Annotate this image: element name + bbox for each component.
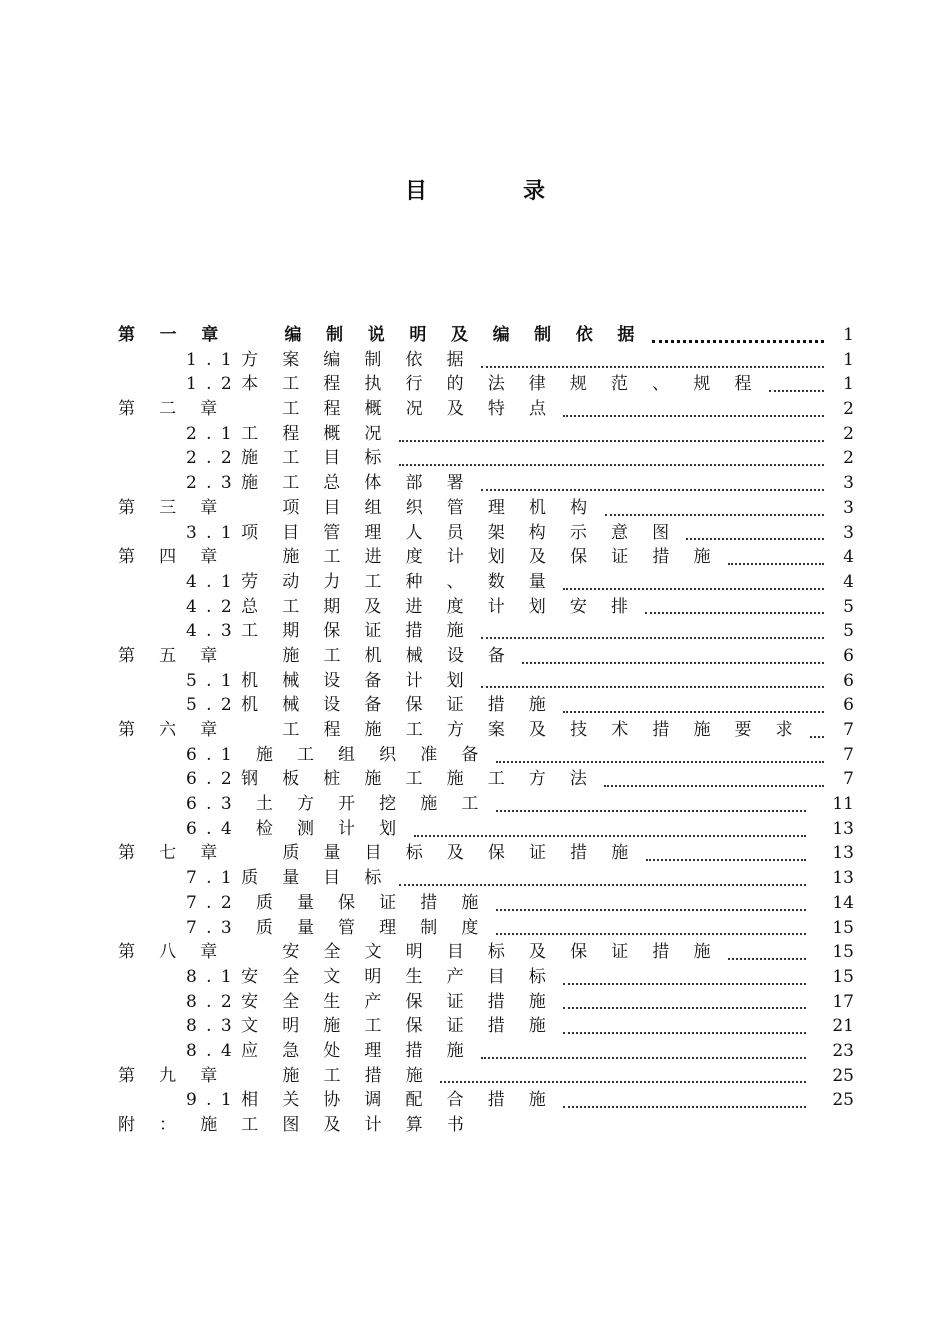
toc-entry-label: 第 五 章 施 工 机 械 设 备 — [118, 645, 515, 666]
dot-leader — [563, 982, 806, 985]
dot-leader — [481, 1056, 806, 1059]
toc-entry-label: 第 二 章 工 程 概 况 及 特 点 — [118, 399, 556, 420]
toc-section-entry[interactable] — [118, 990, 854, 1015]
dot-leader — [496, 908, 807, 911]
toc-page-number: 2 — [843, 448, 854, 469]
toc-entry-label: 第 八 章 安 全 文 明 目 标 及 保 证 措 施 — [118, 942, 720, 963]
toc-section-entry[interactable] — [118, 570, 854, 595]
toc-appendix-entry — [118, 1113, 854, 1138]
toc-page-number: 5 — [843, 596, 854, 617]
toc-section-entry[interactable] — [118, 1088, 854, 1113]
toc-section-entry[interactable] — [118, 446, 854, 471]
toc-page-number: 2 — [843, 399, 854, 420]
toc-entry-label: 2.2施 工 目 标 — [186, 448, 391, 469]
toc-section-entry[interactable] — [118, 521, 854, 546]
toc-section-entry[interactable] — [118, 965, 854, 990]
toc-chapter-entry[interactable] — [118, 841, 854, 866]
dot-leader — [440, 1080, 806, 1083]
toc-page-number: 13 — [832, 818, 854, 839]
toc-entry-label: 第 六 章 工 程 施 工 方 案 及 技 术 措 施 要 求 — [118, 720, 803, 740]
toc-section-entry[interactable] — [118, 422, 854, 447]
toc-page-number: 1 — [843, 349, 854, 370]
toc-entry-label: 4.2总 工 期 及 进 度 计 划 安 排 — [186, 596, 638, 617]
dot-leader — [728, 957, 807, 960]
toc-entry-label: 第 四 章 施 工 进 度 计 划 及 保 证 措 施 — [118, 547, 720, 568]
toc-section-entry[interactable] — [118, 792, 854, 817]
toc-page-number: 2 — [843, 423, 854, 444]
dot-leader — [563, 587, 824, 590]
toc-page-number: 17 — [832, 991, 854, 1012]
dot-leader — [496, 760, 824, 763]
toc-section-entry[interactable] — [118, 866, 854, 891]
toc-entry-label: 8.3文 明 施 工 保 证 措 施 — [186, 1016, 556, 1037]
dot-leader — [563, 1031, 806, 1034]
dot-leader — [399, 883, 807, 886]
toc-section-entry[interactable] — [118, 817, 854, 842]
toc-chapter-entry[interactable] — [118, 397, 854, 422]
toc-chapter-entry[interactable] — [118, 545, 854, 570]
toc-page-number: 6 — [843, 695, 854, 716]
toc-section-entry[interactable] — [118, 348, 854, 373]
toc-chapter-entry[interactable] — [118, 718, 854, 743]
toc-entry-label: 3.1项 目 管 理 人 员 架 构 示 意 图 — [186, 522, 679, 543]
toc-entry-label: 6.2钢 板 桩 施 工 施 工 方 法 — [186, 769, 597, 790]
toc-section-entry[interactable] — [118, 595, 854, 620]
toc-page-number: 6 — [843, 670, 854, 691]
toc-page-number: 7 — [843, 720, 854, 740]
toc-page-number: 4 — [843, 547, 854, 568]
title-char-left: 目 — [404, 178, 427, 204]
dot-leader — [481, 488, 824, 491]
dot-leader — [563, 710, 824, 713]
dot-leader — [522, 661, 824, 664]
toc-entry-label: 1.1方 案 编 制 依 据 — [186, 349, 473, 370]
toc-section-entry[interactable] — [118, 619, 854, 644]
toc-entry-label: 9.1相 关 协 调 配 合 措 施 — [186, 1090, 556, 1111]
toc-section-entry[interactable] — [118, 372, 854, 397]
toc-entry-label: 第 一 章 编 制 说 明 及 编 制 依 据 — [118, 325, 644, 345]
dot-leader — [652, 339, 824, 343]
page-title — [0, 174, 950, 205]
dot-leader — [399, 463, 824, 466]
toc-page-number: 3 — [843, 522, 854, 543]
toc-entry-label: 7.2 质 量 保 证 措 施 — [186, 892, 488, 913]
appendix-label: 附 ： 施 工 图 及 计 算 书 — [118, 1115, 474, 1135]
toc-page-number: 23 — [832, 1040, 854, 1061]
toc-page-number: 3 — [843, 497, 854, 518]
title-char-right: 录 — [523, 178, 546, 204]
dot-leader — [686, 537, 824, 540]
toc-page-number: 5 — [843, 621, 854, 642]
dot-leader — [481, 685, 824, 688]
toc-entry-label: 第 九 章 施 工 措 施 — [118, 1065, 433, 1086]
toc-section-entry[interactable] — [118, 693, 854, 718]
toc-chapter-entry[interactable] — [118, 940, 854, 965]
table-of-contents — [118, 323, 854, 1138]
toc-entry-label: 4.1劳 动 力 工 种 、 数 量 — [186, 571, 556, 592]
toc-section-entry[interactable] — [118, 891, 854, 916]
toc-page-number: 15 — [832, 942, 854, 963]
toc-page-number: 11 — [832, 794, 854, 815]
toc-page-number: 7 — [843, 744, 854, 765]
toc-page-number: 15 — [832, 966, 854, 987]
toc-page-number: 1 — [843, 374, 854, 395]
toc-chapter-entry[interactable] — [118, 1064, 854, 1089]
toc-entry-label: 8.2安 全 生 产 保 证 措 施 — [186, 991, 556, 1012]
toc-entry-label: 7.3 质 量 管 理 制 度 — [186, 917, 488, 938]
dot-leader — [481, 365, 824, 368]
toc-page-number: 25 — [832, 1065, 854, 1086]
toc-section-entry[interactable] — [118, 669, 854, 694]
toc-page-number: 7 — [843, 769, 854, 790]
toc-page-number: 13 — [832, 843, 854, 864]
toc-section-entry[interactable] — [118, 767, 854, 792]
dot-leader — [563, 1105, 806, 1108]
dot-leader — [563, 414, 824, 417]
toc-entry-label: 8.1安 全 文 明 生 产 目 标 — [186, 966, 556, 987]
toc-page-number: 3 — [843, 473, 854, 494]
toc-section-entry[interactable] — [118, 916, 854, 941]
toc-entry-label: 第 七 章 质 量 目 标 及 保 证 措 施 — [118, 843, 638, 864]
toc-page-number: 21 — [832, 1016, 854, 1037]
toc-entry-label: 第 三 章 项 目 组 织 管 理 机 构 — [118, 497, 597, 518]
toc-page-number: 1 — [843, 325, 854, 345]
toc-entry-label: 8.4应 急 处 理 措 施 — [186, 1040, 473, 1061]
toc-entry-label: 6.1 施 工 组 织 准 备 — [186, 744, 488, 765]
dot-leader — [605, 513, 825, 516]
dot-leader — [645, 611, 824, 614]
dot-leader — [769, 389, 824, 392]
toc-entry-label: 6.4 检 测 计 划 — [186, 818, 406, 839]
dot-leader — [563, 1006, 806, 1009]
toc-entry-label: 5.1机 械 设 备 计 划 — [186, 670, 473, 691]
dot-leader — [481, 636, 824, 639]
toc-entry-label: 4.3工 期 保 证 措 施 — [186, 621, 473, 642]
toc-page-number: 6 — [843, 645, 854, 666]
toc-chapter-entry[interactable] — [118, 323, 854, 348]
toc-section-entry[interactable] — [118, 471, 854, 496]
toc-chapter-entry[interactable] — [118, 496, 854, 521]
toc-entry-label: 2.3施 工 总 体 部 署 — [186, 473, 473, 494]
dot-leader — [646, 858, 807, 861]
dot-leader — [728, 562, 824, 565]
toc-entry-label: 5.2机 械 设 备 保 证 措 施 — [186, 695, 556, 716]
toc-chapter-entry[interactable] — [118, 644, 854, 669]
dot-leader — [604, 784, 824, 787]
dot-leader — [810, 735, 824, 738]
toc-entry-label: 2.1工 程 概 况 — [186, 423, 391, 444]
toc-entry-label: 7.1质 量 目 标 — [186, 868, 391, 889]
toc-section-entry[interactable] — [118, 1014, 854, 1039]
toc-page-number: 15 — [832, 917, 854, 938]
dot-leader — [496, 932, 807, 935]
toc-section-entry[interactable] — [118, 743, 854, 768]
dot-leader — [414, 834, 807, 837]
toc-page-number: 25 — [832, 1090, 854, 1111]
toc-page-number: 13 — [832, 868, 854, 889]
dot-leader — [496, 809, 807, 812]
toc-page-number: 4 — [843, 571, 854, 592]
toc-entry-label: 6.3 土 方 开 挖 施 工 — [186, 794, 488, 815]
toc-page-number: 14 — [832, 892, 854, 913]
toc-section-entry[interactable] — [118, 1039, 854, 1064]
dot-leader — [399, 439, 824, 442]
toc-entry-label: 1.2本 工 程 执 行 的 法 律 规 范 、 规 程 — [186, 374, 761, 395]
